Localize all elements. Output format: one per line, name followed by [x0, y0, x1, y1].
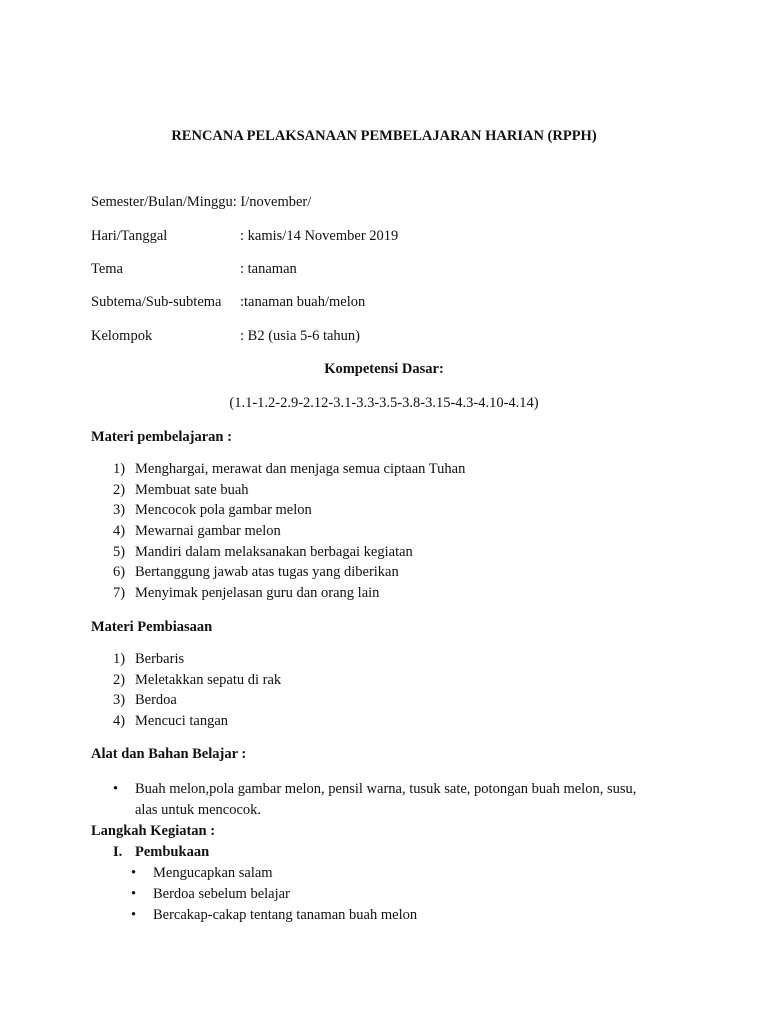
bullet-icon: • — [113, 781, 119, 797]
alat-line-1: Buah melon,pola gambar melon, pensil warna, tusuk sate, potongan buah melon, susu, — [135, 781, 637, 797]
subtema-label: Subtema/Sub-subtema — [91, 294, 222, 310]
kelompok-label: Kelompok — [91, 328, 153, 344]
tema-label: Tema — [91, 261, 123, 277]
alat-line-2: alas untuk mencocok. — [135, 802, 262, 818]
pembiasaan-heading: Materi Pembiasaan — [91, 619, 213, 635]
hari-tanggal-value: : kamis/14 November 2019 — [240, 228, 399, 244]
materi-heading: Materi pembelajaran : — [91, 429, 232, 445]
alat-heading: Alat dan Bahan Belajar : — [91, 746, 247, 762]
document-page: RENCANA PELAKSANAAN PEMBELAJARAN HARIAN (RPPH) Semester/Bulan/Minggu: I/november/ Hari/Tanggal : kamis/14 November 2019 Tema : tanaman Subtema/Sub-subtema :tanaman buah/melon Kelompok : B2 (usia 5-6 tahun) Kompetensi Dasar: (1.1-1.2-2.9-2.12-3.1-3.3-3.5-3.8-3.15-4.3-4.10-4.14) Materi pembelajaran : 1) Menghargai, merawat dan menjaga semua ciptaan Tuhan 2) Membuat sate buah 3) Mencocok pola gambar melon 4) Mewarnai gambar melon 5) Mandiri dalam melaksanakan berbagai kegiatan 6) Bertanggung jawab atas tugas yang diberikan 7) Menyimak penjelasan guru dan orang lain Materi Pembiasaan 1) Berbaris 2) Meletakkan sepatu di rak 3) Berdoa 4) Mencuci tangan Alat dan Bahan Belajar : • Buah melon,pola gambar melon, pensil warna, tusuk sate, potongan buah melon, susu, alas untuk mencocok. Langkah Kegiatan : I. Pembukaan • Mengucapkan salam • Berdoa sebelum belajar • Bercakap-cakap tentang tanaman buah melon — [0, 0, 768, 1024]
langkah-heading: Langkah Kegiatan : — [91, 823, 216, 839]
kompetensi-codes: (1.1-1.2-2.9-2.12-3.1-3.3-3.5-3.8-3.15-4.3-4.10-4.14) — [229, 395, 539, 411]
hari-tanggal-label: Hari/Tanggal — [91, 228, 168, 244]
semester-line: Semester/Bulan/Minggu: I/november/ — [91, 194, 312, 210]
section-title: Pembukaan — [135, 844, 210, 860]
kompetensi-heading: Kompetensi Dasar: — [324, 361, 444, 377]
tema-value: : tanaman — [240, 261, 297, 277]
bullet-icon: • — [131, 886, 137, 902]
bullet-icon: • — [131, 907, 137, 923]
document-title: RENCANA PELAKSANAAN PEMBELAJARAN HARIAN (RPPH) — [171, 128, 597, 144]
kelompok-value: : B2 (usia 5-6 tahun) — [240, 328, 361, 344]
subtema-value: :tanaman buah/melon — [240, 294, 366, 310]
bullet-icon: • — [131, 865, 137, 881]
section-number: I. — [113, 844, 123, 860]
